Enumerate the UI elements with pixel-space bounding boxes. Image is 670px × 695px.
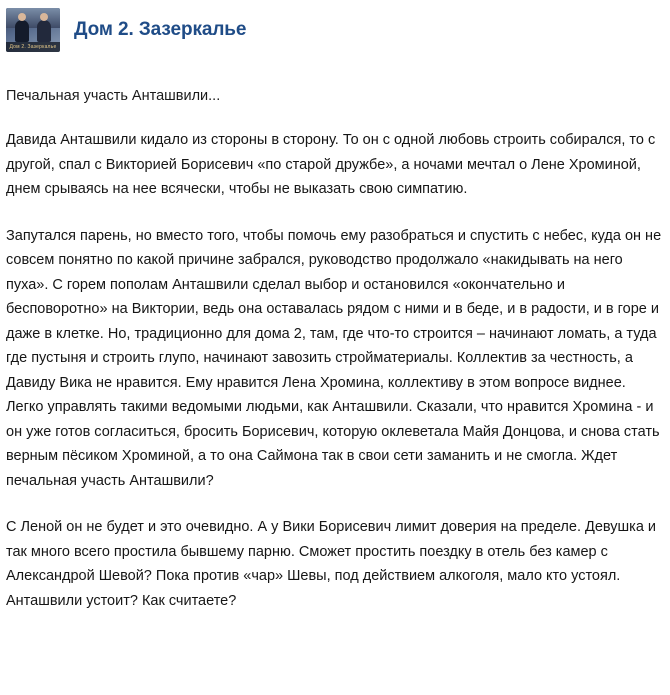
article-paragraph-2: Запутался парень, но вместо того, чтобы помочь ему разобраться и спустить с небес, куда он не совсем понятно по какой причине забрался, руководство продолжало «накидывать на него пуха». С горем пополам Анташвили сделал выбор и остановился «окончательно и бесповоротно» на Виктории, ведь она оставалась рядом с ними и в беде, и в радости, и в горе и даже в клетке. Но, традиционно для дома 2, там, где что-то строится – начинают ломать, а туда где пустыня и строить глупо, начинают завозить стройматериалы. Коллектив за честность, а Давиду Вика не нравится. Ему нравится Лена Хромина, коллективу в этом вопросе виднее. Легко управлять такими ведомыми людьми, как Анташвили. Сказали, что нравится Хромина - и он уже готов согласиться, бросить Борисевич, которую оклеветала Майя Донцова, и снова стать верным пёсиком Хроминой, а то она Саймона так в свои сети заманить и не смогла. Ждет печальная участь Анташвили? <box>6 227 662 489</box>
article-paragraph-1: Давида Анташвили кидало из стороны в сторону. То он с одной любовь строить собирался, то с другой, спал с Викторией Борисевич «по старой дружбе», а ночами мечтал о Лене Хроминой, днем срываясь на нее всячески, чтобы не выказать свою симпатию. <box>6 132 656 197</box>
page-title: Дом 2. Зазеркалье <box>74 19 247 40</box>
site-header <box>0 0 670 52</box>
article-body <box>0 86 670 613</box>
article-paragraph-3: С Леной он не будет и это очевидно. А у Вики Борисевич лимит доверия на пределе. Девушка и так много всего простила бывшему парню. Сможет простить поездку в отель без камер с Александрой Шевой? Пока против «чар» Шевы, под действием алкоголя, мало кто устоял. Анташвили устоит? Как считаете? <box>6 519 657 609</box>
logo-figure-left <box>15 20 29 42</box>
logo-caption: Дом 2. Зазеркалье <box>6 42 60 52</box>
article-lead: Печальная участь Анташвили... <box>6 88 221 104</box>
tv-show-logo-icon <box>6 8 60 52</box>
logo-figure-right <box>37 20 51 42</box>
